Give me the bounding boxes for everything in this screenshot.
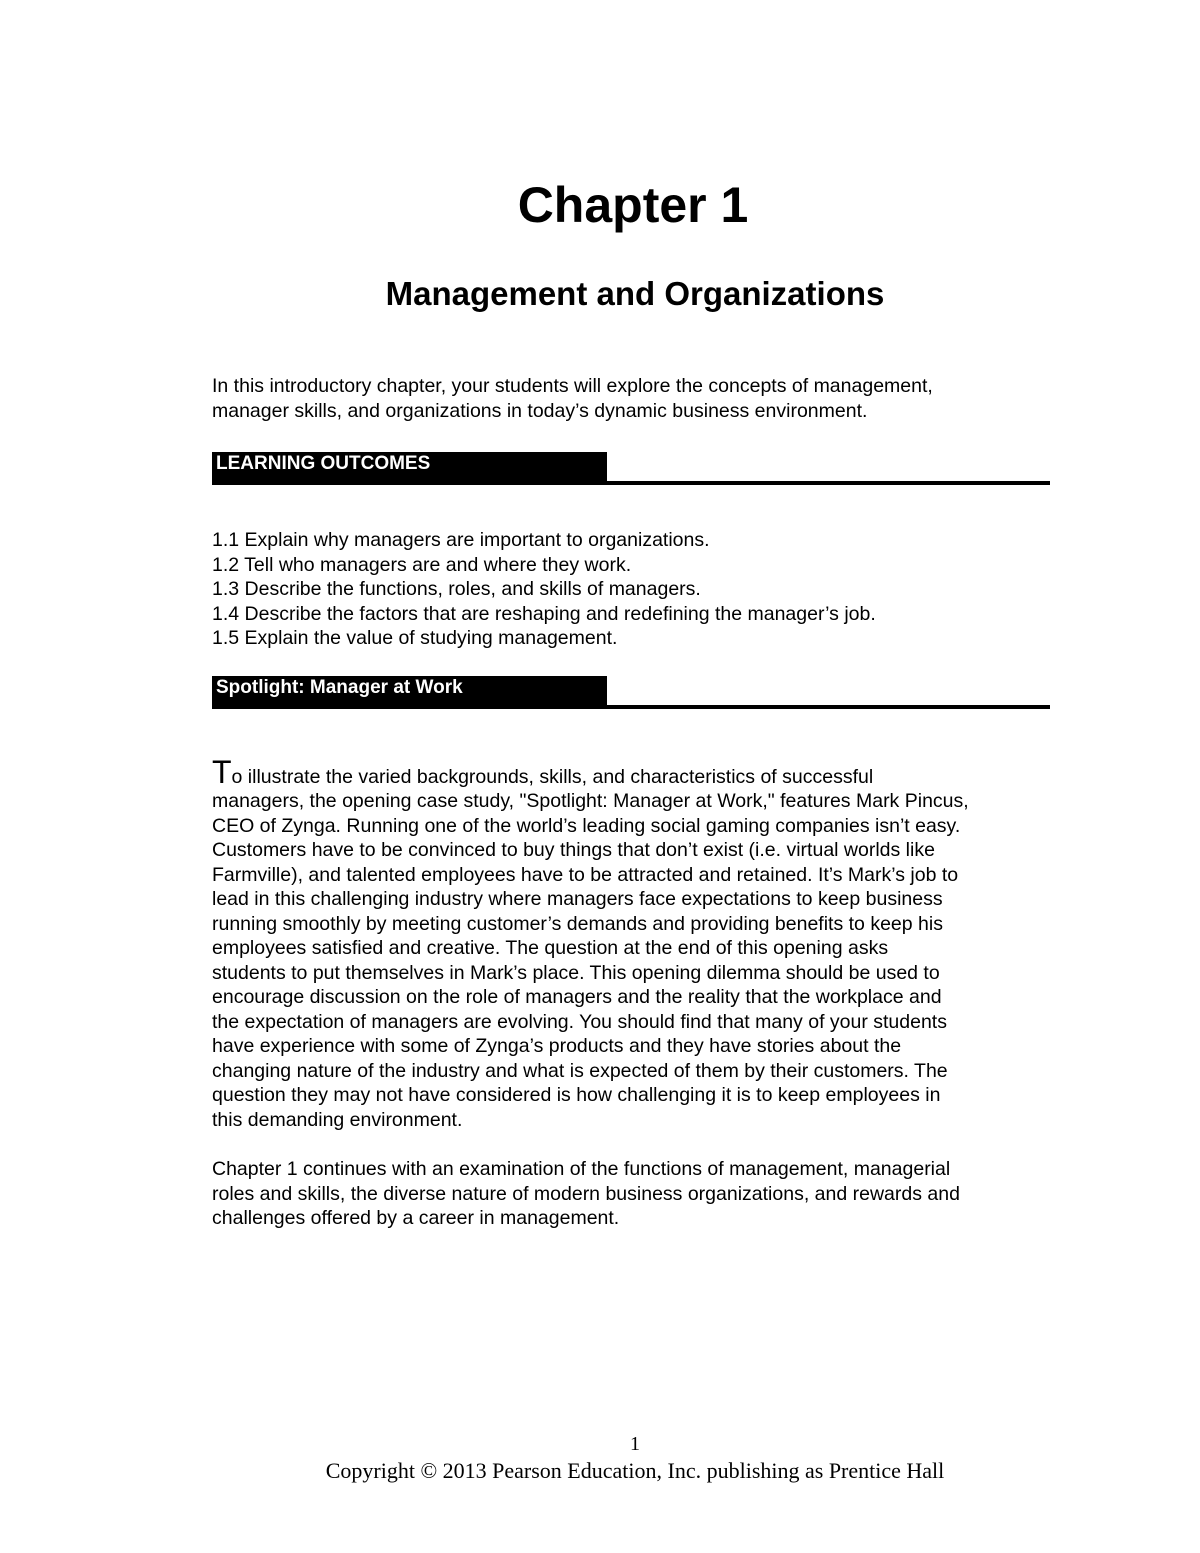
chapter-title: Chapter 1	[517, 177, 749, 233]
intro-paragraph: In this introductory chapter, your students will explore the concepts of management, manager skills, and organizations in today’s dynamic business environment.	[212, 375, 933, 422]
spotlight-paragraph	[212, 753, 1062, 1133]
spotlight-body: o illustrate the varied backgrounds, skills, and characteristics of successful managers, the opening case study, "Spotlight: Manager at Work," features Mark Pincus, CEO of Zynga. Running one of the world’s leading social gaming companies isn’t easy. Customers have to be convinced to buy things that don’t exist (i.e. virtual worlds like Farmville), and talented employees have to be attracted and retained. It’s Mark’s job to lead in this challenging industry where managers face expectations to keep business running smoothly by meeting customer’s demands and providing benefits to keep his employees satisfied and creative. The question at the end of this opening asks students to put themselves in Mark’s place. This opening dilemma should be used to encourage discussion on the role of managers and the reality that the workplace and the expectation of managers are evolving. You should find that many of your students have experience with some of Zynga’s products and they have stories about the changing nature of the industry and what is expected of them by their customers. The question they may not have considered is how challenging it is to keep employees in this demanding environment.	[212, 765, 969, 1131]
learning-outcomes-header	[212, 452, 1062, 488]
chapter-subtitle: Management and Organizations	[385, 275, 885, 312]
learning-outcome-item: 1.2 Tell who managers are and where they work.	[212, 553, 632, 576]
learning-outcome-item: 1.4 Describe the factors that are reshaping and redefining the manager’s job.	[212, 602, 876, 625]
main-content	[212, 374, 1062, 1231]
continuation-paragraph: Chapter 1 continues with an examination of the functions of management, managerial roles and skills, the diverse nature of modern business organizations, and rewards and challenges offered by a career in management.	[212, 1158, 960, 1229]
learning-outcomes-list	[212, 528, 1062, 651]
section-rule	[212, 481, 1050, 485]
page-number: 1	[630, 1433, 640, 1455]
learning-outcomes-heading: LEARNING OUTCOMES	[212, 452, 607, 484]
drop-cap-letter: T	[212, 753, 232, 790]
spotlight-header	[212, 676, 1062, 712]
learning-outcome-item: 1.5 Explain the value of studying management.	[212, 627, 618, 649]
learning-outcome-item: 1.1 Explain why managers are important to organizations.	[212, 529, 710, 551]
spotlight-heading: Spotlight: Manager at Work	[212, 676, 607, 708]
learning-outcome-item: 1.3 Describe the functions, roles, and skills of managers.	[212, 578, 701, 600]
copyright-notice: Copyright © 2013 Pearson Education, Inc. publishing as Prentice Hall	[325, 1458, 945, 1483]
section-rule	[212, 705, 1050, 709]
